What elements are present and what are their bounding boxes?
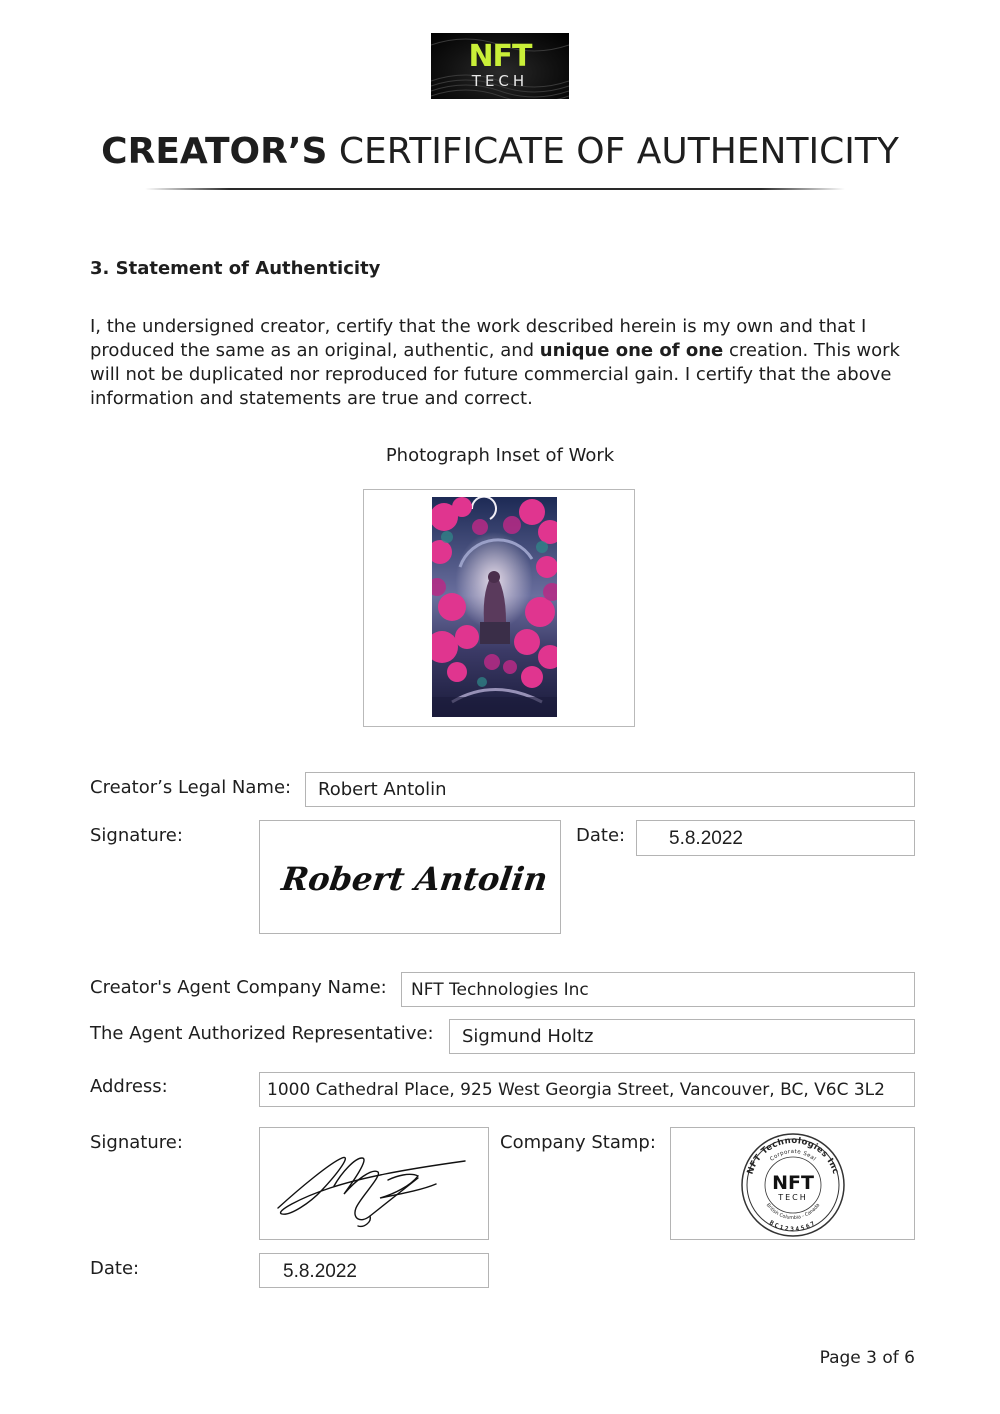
company-seal — [739, 1131, 847, 1239]
title-light: CERTIFICATE OF AUTHENTICITY — [338, 131, 899, 172]
agent-rep-field[interactable]: Sigmund Holtz — [449, 1019, 915, 1054]
statement-part1: I, the undersigned creator, certify that the work described herein is my own and that I produced the same as an original, authentic, and — [90, 316, 867, 361]
inset-caption: Photograph Inset of Work — [385, 445, 615, 466]
seal-tech: TECH — [778, 1193, 808, 1202]
agent-rep-label: The Agent Authorized Representative: — [90, 1023, 434, 1044]
creator-signature-box[interactable] — [259, 820, 561, 934]
svg-text:BC1234567 — [768, 1219, 818, 1233]
agent-signature-label: Signature: — [90, 1132, 183, 1153]
agent-signature-box[interactable] — [259, 1127, 489, 1240]
page-number: Page 3 of 6 — [819, 1348, 915, 1368]
certificate-title — [0, 128, 1000, 176]
agent-address-label: Address: — [90, 1076, 168, 1097]
statement-part2: creation. This work will not be duplicated nor reproduced for future commercial gain. I certify that the above information and statements are true and correct. — [90, 340, 900, 409]
creator-signature-label: Signature: — [90, 825, 183, 846]
creator-date-field[interactable]: 5.8.2022 — [636, 820, 915, 856]
artwork-image — [432, 497, 557, 717]
agent-date-label: Date: — [90, 1258, 140, 1279]
seal-nft: NFT — [772, 1172, 814, 1194]
creator-signature-text: Robert Antolin — [279, 860, 550, 898]
title-bold: CREATOR’S — [101, 131, 328, 172]
seal-number: BC1234567 — [768, 1219, 818, 1233]
svg-text:Corporate Seal — [769, 1149, 817, 1163]
seal-top-text: NFT Technologies Inc — [745, 1135, 841, 1176]
agent-company-field[interactable]: NFT Technologies Inc — [401, 972, 915, 1007]
title-divider — [145, 188, 845, 190]
statement-paragraph — [90, 315, 910, 411]
company-stamp-box — [670, 1127, 915, 1240]
agent-company-label: Creator's Agent Company Name: — [90, 977, 387, 998]
company-stamp-label: Company Stamp: — [500, 1132, 656, 1153]
creator-date-label: Date: — [576, 825, 626, 846]
logo-nft-text: NFT — [468, 39, 532, 74]
section-heading: 3. Statement of Authenticity — [90, 258, 381, 279]
agent-signature-scribble — [260, 1128, 488, 1239]
creator-legal-name-label: Creator’s Legal Name: — [90, 777, 292, 798]
agent-date-field[interactable]: 5.8.2022 — [259, 1253, 489, 1288]
nft-tech-logo — [431, 33, 569, 99]
creator-legal-name-field[interactable]: Robert Antolin — [305, 772, 915, 807]
seal-bottom-text: British Columbia - Canada — [764, 1202, 822, 1222]
agent-address-field[interactable]: 1000 Cathedral Place, 925 West Georgia Street, Vancouver, BC, V6C 3L2 — [259, 1072, 915, 1107]
svg-text:NFT Technologies Inc — [745, 1136, 840, 1176]
seal-inner-text: Corporate Seal — [769, 1148, 817, 1163]
statement-emphasis: unique one of one — [539, 340, 724, 361]
logo-tech-text: TECH — [471, 72, 529, 90]
